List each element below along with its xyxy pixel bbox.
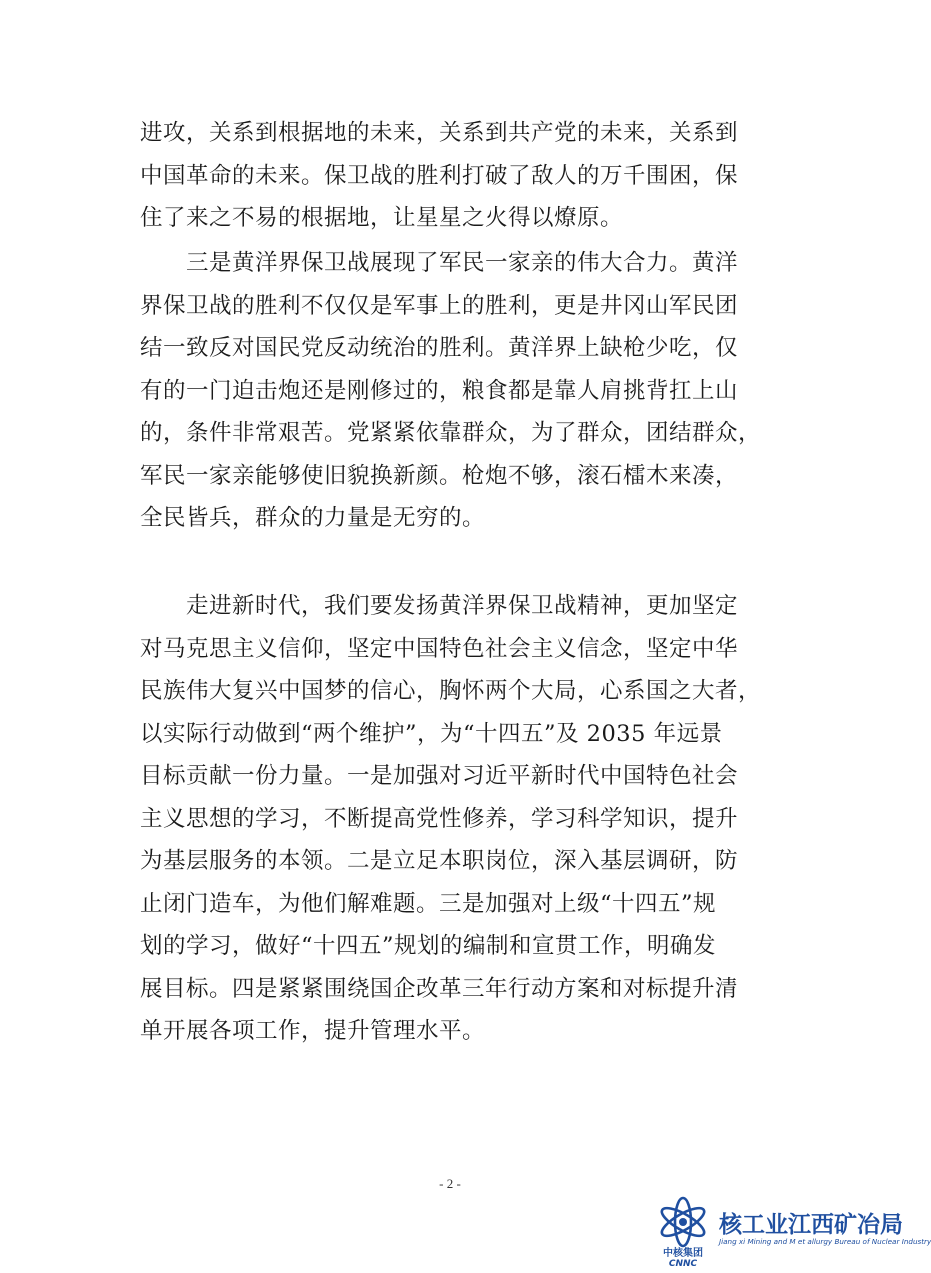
- text-line: 进攻，关系到根据地的未来，关系到共产党的未来，关系到: [140, 120, 739, 146]
- text-line: 界保卫战的胜利不仅仅是军事上的胜利，更是井冈山军民团: [140, 292, 739, 319]
- paragraph-1: [140, 112, 776, 240]
- text-line: 中国革命的未来。保卫战的胜利打破了敌人的万千围困，保: [140, 162, 739, 189]
- text-line: 住了来之不易的根据地，让星星之火得以燎原。: [140, 205, 624, 231]
- text-line: 主义思想的学习，不断提高党性修养，学习科学知识，提升: [140, 805, 739, 832]
- text-line: 止闭门造车，为他们解难题。三是加强对上级“十四五”规: [140, 890, 717, 917]
- text-line: 走进新时代，我们要发扬黄洋界保卫战精神，更加坚定: [140, 593, 739, 619]
- text-line: 对马克思主义信仰，坚定中国特色社会主义信念，坚定中华: [140, 635, 739, 662]
- text-line: 三是黄洋界保卫战展现了军民一家亲的伟大合力。黄洋: [140, 250, 739, 276]
- text-line: 以实际行动做到“两个维护”，为“十四五”及 2035 年远景: [140, 720, 723, 747]
- organization-logo: [652, 1198, 931, 1270]
- text-line: 结一致反对国民党反动统治的胜利。黄洋界上缺枪少吃，仅: [140, 335, 739, 361]
- text-line: 单开展各项工作，提升管理水平。: [140, 1018, 486, 1044]
- logo-org-name-en: Jiang xi Mining and M et allurgy Bureau of Nuclear Industry: [719, 1237, 931, 1246]
- text-line: 的，条件非常艰苦。党紧紧依靠群众，为了群众，团结群众，: [140, 420, 762, 446]
- text-line: 展目标。四是紧紧围绕国企改革三年行动方案和对标提升清: [140, 975, 739, 1002]
- text-line: 目标贡献一份力量。一是加强对习近平新时代中国特色社会: [140, 763, 739, 789]
- page-number: - 2 -: [439, 1176, 461, 1191]
- text-line: 全民皆兵，群众的力量是无穷的。: [140, 505, 486, 531]
- logo-org-name: 核工业江西矿冶局: [719, 1212, 903, 1238]
- text-line: 民族伟大复兴中国梦的信心，胸怀两个大局，心系国之大者，: [140, 678, 762, 704]
- logo-brand-en: CNNC: [668, 1259, 698, 1269]
- paragraph-3: [140, 585, 776, 1053]
- text-line: 划的学习，做好“十四五”规划的编制和宣贯工作，明确发: [140, 933, 717, 959]
- paragraph-2: [140, 242, 776, 540]
- logo-brand-cn: 中核集团: [663, 1248, 703, 1259]
- text-line: 有的一门迫击炮还是刚修过的，粮食都是靠人肩挑背扛上山: [140, 377, 739, 404]
- text-line: 军民一家亲能够使旧貌换新颜。枪炮不够，滚石檑木来凑，: [140, 462, 739, 489]
- text-line: 为基层服务的本领。二是立足本职岗位，深入基层调研，防: [140, 848, 739, 874]
